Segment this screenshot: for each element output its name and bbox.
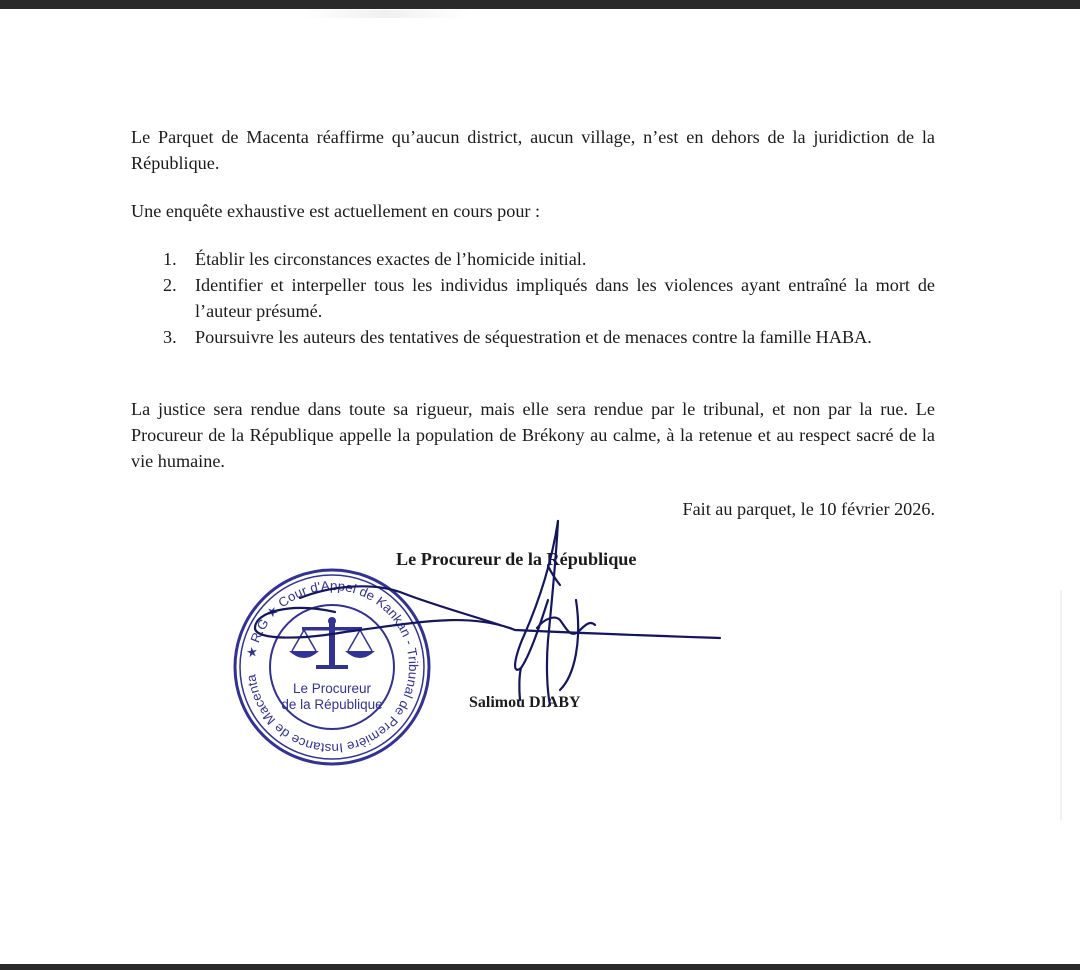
top-frame-edge [0,0,1080,9]
list-item [163,324,935,350]
stamp-ring-text: ★ R.G ★ Cour d'Appel de Kankan - Tribunal de Première Instance de Macenta [243,577,422,757]
list-item [163,246,935,272]
signatory-name: Salimou DIABY [469,694,581,711]
paragraph-investigation-intro: Une enquête exhaustive est actuellement en cours pour : [131,201,541,221]
official-stamp [230,565,434,769]
list-item-number: 1. [163,249,177,269]
stamp-center-line-2: de la République [281,697,383,712]
list-item-text: Poursuivre les auteurs des tentatives de séquestration et de menaces contre la famille HABA. [195,327,872,347]
paragraph-justice: La justice sera rendue dans toute sa rigueur, mais elle sera rendue par le tribunal, et non par la rue. Le Procureur de la République appelle la population de Brékony au calme, à la retenue et au respect sacré de la vie humaine. [131,399,935,471]
signature-stroke [515,521,558,670]
date-line: Fait au parquet, le 10 février 2026. [682,499,935,519]
bottom-frame-edge [0,964,1080,970]
signature-stroke [537,618,595,634]
page-edge-shadow [1060,590,1062,820]
paragraph-jurisdiction: Le Parquet de Macenta réaffirme qu’aucun district, aucun village, n’est en dehors de la juridiction de la République. [131,127,935,173]
list-item-number: 2. [163,275,177,295]
scales-of-justice-icon [289,617,375,669]
signatory-title: Le Procureur de la République [396,549,637,569]
list-item [163,272,935,324]
stamp-center-line-1: Le Procureur [292,681,372,696]
bleed-through-mark [300,10,470,18]
investigation-list [163,246,935,350]
signature-stroke [560,600,578,690]
list-item-text: Identifier et interpeller tous les individus impliqués dans les violences ayant entraîné la mort de l’auteur présumé. [195,275,935,321]
list-item-number: 3. [163,327,177,347]
list-item-text: Établir les circonstances exactes de l’homicide initial. [195,249,587,269]
